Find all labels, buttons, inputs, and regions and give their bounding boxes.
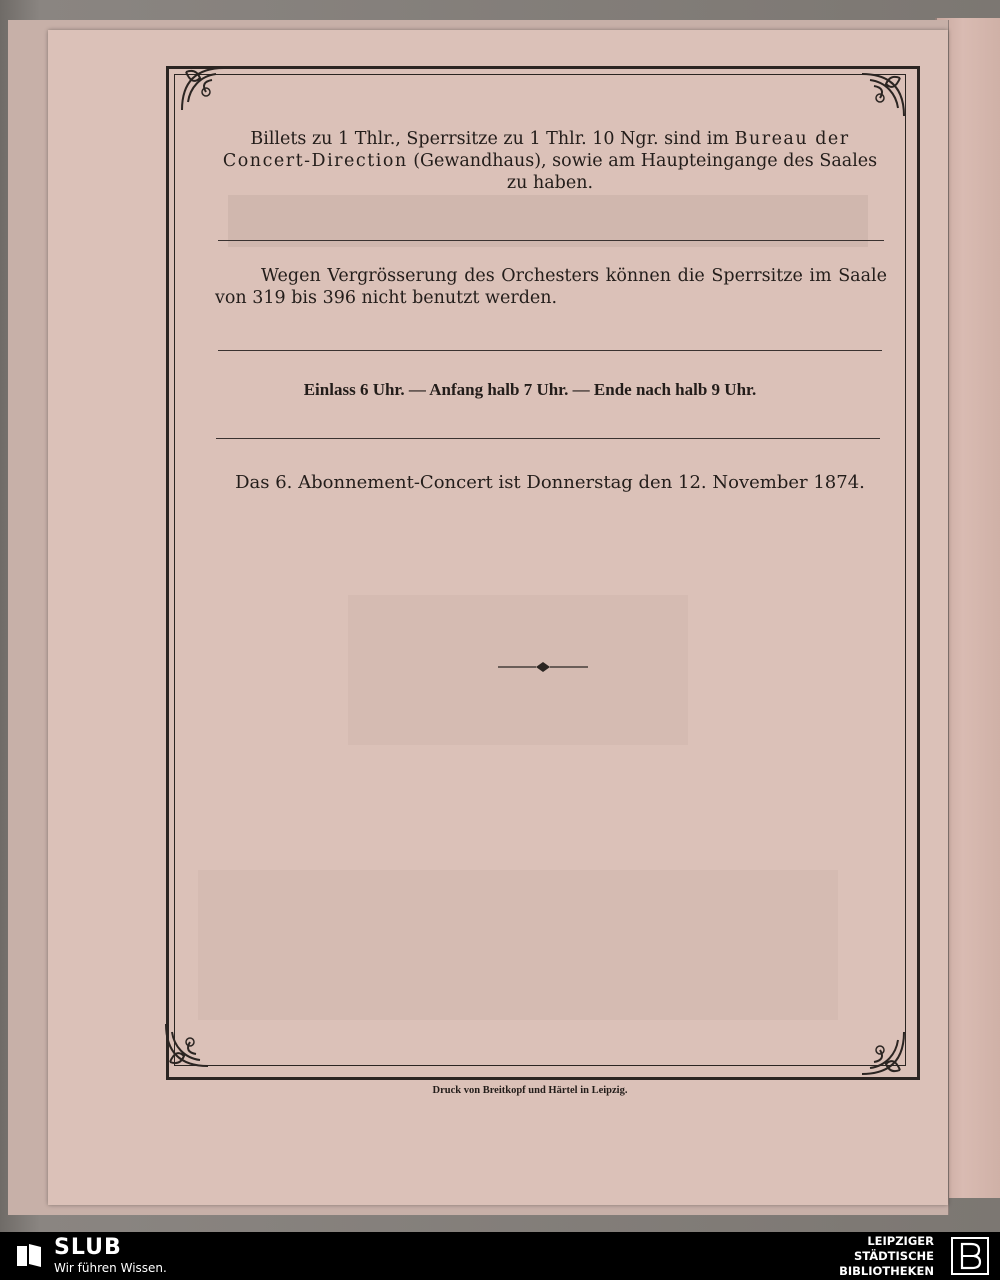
lsb-line-2: STÄDTISCHE (853, 1249, 934, 1263)
lsb-line-3: BIBLIOTHEKEN (839, 1264, 934, 1278)
ticket-info-c: Concert-Direction (222, 151, 408, 171)
library-brand-bar (0, 1232, 1000, 1280)
ticket-info-d: (Gewandhaus), sowie am Haupteingange des Saales zu haben. (413, 151, 878, 193)
ticket-info-a: Billets zu 1 Thlr., Sperrsitze zu 1 Thlr. 10 Ngr. sind im (250, 129, 729, 149)
divider-1 (218, 240, 884, 241)
ticket-info-paragraph (210, 128, 890, 194)
corner-ornament-bottom-left-icon (160, 1018, 214, 1072)
printer-imprint: Druck von Breitkopf und Härtel in Leipzig. (432, 1085, 628, 1096)
corner-ornament-top-right-icon (856, 68, 910, 122)
slub-slogan: Wir führen Wissen. (54, 1261, 167, 1275)
divider-2 (218, 350, 882, 351)
orchestra-notice: Wegen Vergrösserung des Orchesters können die Sperrsitze im Saale von 319 bis 396 nicht benutzt werden. (215, 266, 887, 308)
slub-logo-icon (14, 1240, 44, 1270)
frame-inner-border (174, 74, 906, 1066)
lsb-name (839, 1234, 934, 1279)
lsb-logo-icon (950, 1236, 990, 1276)
divider-3 (216, 438, 880, 439)
corner-ornament-top-left-icon (176, 62, 230, 116)
corner-ornament-bottom-right-icon (856, 1026, 910, 1080)
slub-name: SLUB (54, 1235, 122, 1260)
center-ornament-icon (498, 660, 588, 674)
lsb-line-1: LEIPZIGER (867, 1234, 934, 1248)
next-concert-notice: Das 6. Abonnement-Concert ist Donnerstag den 12. November 1874. (235, 472, 865, 493)
ticket-info-b: Bureau der (734, 129, 850, 149)
concert-times: Einlass 6 Uhr. — Anfang halb 7 Uhr. — Ende nach halb 9 Uhr. (303, 380, 757, 399)
